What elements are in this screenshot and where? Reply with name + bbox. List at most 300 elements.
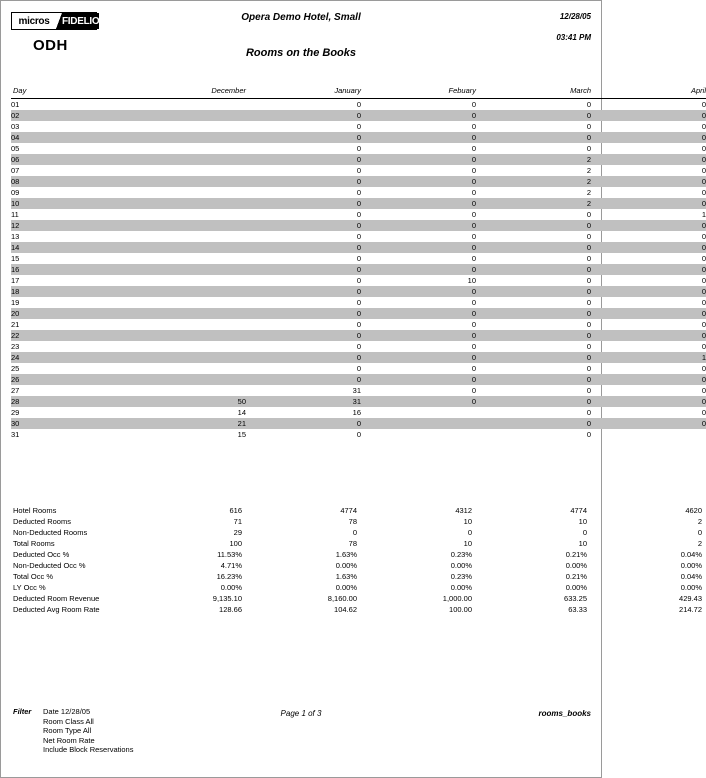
column-header-december: December — [211, 86, 246, 95]
cell-value: 2 — [586, 166, 591, 175]
column-header-january: January — [334, 86, 361, 95]
cell-value: 0 — [476, 110, 591, 121]
cell-value: 0 — [246, 154, 361, 165]
cell-value: 0 — [586, 254, 591, 263]
table-row — [11, 385, 706, 396]
table-row — [11, 407, 706, 418]
totals-label: Deducted Occ % — [13, 550, 70, 559]
cell-value: 0 — [591, 242, 706, 253]
cell-day: 29 — [11, 408, 20, 417]
cell-value — [361, 429, 476, 440]
cell-value: 0 — [246, 264, 361, 275]
cell-value: 0 — [591, 308, 706, 319]
cell-value: 0 — [701, 408, 706, 417]
cell-value: 50 — [131, 396, 246, 407]
cell-value: 0 — [476, 308, 591, 319]
column-header-day: Day — [13, 86, 27, 95]
cell-day: 11 — [11, 210, 19, 219]
cell-value: 0 — [471, 210, 476, 219]
cell-value — [131, 275, 246, 286]
cell-value: 0 — [361, 242, 476, 253]
cell-value — [131, 352, 246, 363]
totals-value: 0.00% — [335, 583, 357, 592]
totals-value: 0.00% — [335, 561, 357, 570]
cell-value: 0 — [591, 220, 706, 231]
cell-value — [131, 187, 246, 198]
cell-value: 15 — [237, 430, 246, 439]
cell-day: 02 — [11, 110, 131, 121]
cell-day: 07 — [11, 166, 20, 175]
cell-value — [131, 99, 246, 111]
totals-value: 1,000.00 — [442, 594, 472, 603]
totals-value: 0 — [697, 528, 702, 537]
cell-value: 0 — [591, 330, 706, 341]
cell-value — [131, 319, 246, 330]
totals-value: 8,160.00 — [327, 594, 357, 603]
cell-value: 0 — [356, 210, 361, 219]
totals-row — [11, 538, 706, 549]
totals-value: 0.00% — [220, 583, 242, 592]
cell-value — [131, 385, 246, 396]
cell-value — [131, 308, 246, 319]
cell-day: 04 — [11, 132, 131, 143]
cell-value: 0 — [361, 308, 476, 319]
report-body — [11, 7, 706, 767]
totals-value: 10 — [463, 539, 472, 548]
table-row — [11, 143, 706, 154]
table-row — [11, 165, 706, 176]
totals-value: 10 — [463, 517, 472, 526]
cell-value: 0 — [586, 320, 591, 329]
totals-value: 0.00% — [565, 561, 587, 570]
cell-value: 0 — [701, 100, 706, 109]
totals-row — [11, 593, 706, 604]
cell-value — [131, 231, 246, 242]
cell-value: 1 — [591, 352, 706, 363]
cell-value: 0 — [586, 386, 591, 395]
cell-value: 0 — [246, 308, 361, 319]
totals-value: 78 — [348, 539, 357, 548]
cell-value: 0 — [471, 320, 476, 329]
cell-value — [131, 110, 246, 121]
cell-value: 0 — [471, 254, 476, 263]
cell-day: 13 — [11, 232, 20, 241]
cell-value: 0 — [356, 166, 361, 175]
totals-label: Deducted Avg Room Rate — [13, 605, 100, 614]
totals-value: 11.53% — [217, 550, 242, 559]
totals-value: 16.23% — [216, 572, 242, 581]
totals-row — [11, 560, 706, 571]
cell-value: 0 — [356, 320, 361, 329]
cell-value: 0 — [356, 364, 361, 373]
totals-section — [11, 505, 702, 615]
cell-value: 0 — [246, 198, 361, 209]
table-row — [11, 341, 706, 352]
cell-value — [131, 154, 246, 165]
table-row — [11, 187, 706, 198]
table-row — [11, 374, 706, 385]
totals-row — [11, 604, 706, 615]
totals-value: 4620 — [685, 506, 702, 515]
cell-value: 0 — [356, 122, 361, 131]
cell-day: 21 — [11, 320, 20, 329]
totals-value: 633.25 — [564, 594, 587, 603]
table-row — [11, 209, 706, 220]
cell-value: 0 — [471, 144, 476, 153]
cell-value: 0 — [361, 286, 476, 297]
cell-day: 01 — [11, 100, 20, 109]
cell-value: 0 — [476, 330, 591, 341]
cell-value: 0 — [701, 298, 706, 307]
cell-value: 10 — [467, 276, 476, 285]
cell-value: 14 — [237, 408, 246, 417]
cell-value — [131, 121, 246, 132]
totals-value: 63.33 — [568, 605, 587, 614]
cell-value — [131, 143, 246, 154]
cell-value: 0 — [701, 144, 706, 153]
cell-value: 0 — [471, 100, 476, 109]
table-row — [11, 308, 706, 319]
cell-value: 0 — [586, 276, 591, 285]
cell-value: 0 — [701, 232, 706, 241]
cell-value: 0 — [246, 374, 361, 385]
rooms-on-books-table — [11, 85, 706, 440]
table-row — [11, 110, 706, 121]
cell-value: 0 — [701, 254, 706, 263]
cell-day: 31 — [11, 430, 20, 439]
totals-value: 0 — [352, 528, 357, 537]
totals-label: Deducted Room Revenue — [13, 594, 100, 603]
cell-value: 0 — [476, 286, 591, 297]
cell-day: 17 — [11, 276, 20, 285]
cell-value: 0 — [591, 264, 706, 275]
cell-value: 0 — [356, 276, 361, 285]
cell-day: 22 — [11, 330, 131, 341]
cell-value: 0 — [361, 374, 476, 385]
cell-value: 0 — [476, 242, 591, 253]
cell-value — [131, 176, 246, 187]
cell-value: 0 — [701, 342, 706, 351]
totals-value: 9,135.10 — [212, 594, 242, 603]
table-row — [11, 231, 706, 242]
cell-value: 0 — [586, 298, 591, 307]
cell-value: 1 — [701, 210, 706, 219]
cell-value: 0 — [471, 188, 476, 197]
cell-value: 0 — [246, 418, 361, 429]
report-title: Rooms on the Books — [245, 47, 356, 59]
table-body — [11, 99, 706, 441]
cell-value — [131, 363, 246, 374]
property-code: ODH — [33, 37, 68, 54]
cell-value: 0 — [471, 232, 476, 241]
totals-value: 0 — [467, 528, 472, 537]
cell-day: 03 — [11, 122, 20, 131]
cell-value: 0 — [356, 188, 361, 197]
cell-value — [131, 253, 246, 264]
totals-label: Total Occ % — [13, 572, 54, 581]
cell-value: 0 — [356, 342, 361, 351]
cell-value: 0 — [701, 364, 706, 373]
cell-day: 06 — [11, 154, 131, 165]
totals-value: 0.00% — [450, 583, 472, 592]
totals-value: 1.63% — [335, 572, 357, 581]
cell-value: 0 — [246, 176, 361, 187]
cell-day: 14 — [11, 242, 131, 253]
cell-day: 15 — [11, 254, 20, 263]
cell-value: 2 — [476, 154, 591, 165]
cell-value: 0 — [591, 286, 706, 297]
totals-value: 4774 — [340, 506, 357, 515]
totals-value: 4312 — [455, 506, 472, 515]
cell-value: 0 — [246, 352, 361, 363]
totals-value: 0 — [582, 528, 587, 537]
column-header-febuary: Febuary — [448, 86, 476, 95]
cell-day: 23 — [11, 342, 20, 351]
totals-row — [11, 516, 706, 527]
cell-value: 0 — [471, 364, 476, 373]
cell-value: 0 — [591, 198, 706, 209]
totals-value: 0.21% — [565, 572, 587, 581]
cell-value: 0 — [701, 166, 706, 175]
cell-value: 0 — [361, 110, 476, 121]
totals-value: 0.23% — [450, 550, 472, 559]
cell-value: 0 — [356, 100, 361, 109]
cell-value: 0 — [476, 418, 591, 429]
totals-value: 0.00% — [450, 561, 472, 570]
cell-value: 0 — [471, 166, 476, 175]
cell-value: 0 — [591, 396, 706, 407]
totals-label: Total Rooms — [13, 539, 55, 548]
totals-label: Hotel Rooms — [13, 506, 57, 515]
filter-criteria-item: Date 12/28/05 — [43, 707, 91, 716]
cell-value: 0 — [701, 122, 706, 131]
table-row — [11, 242, 706, 253]
cell-day: 16 — [11, 264, 131, 275]
cell-value: 0 — [591, 374, 706, 385]
totals-value: 616 — [229, 506, 242, 515]
cell-value — [131, 374, 246, 385]
table-row — [11, 132, 706, 143]
cell-value: 0 — [701, 188, 706, 197]
totals-row — [11, 571, 706, 582]
totals-value: 2 — [697, 539, 702, 548]
totals-value: 0.21% — [565, 550, 587, 559]
totals-value: 4.71% — [220, 561, 242, 570]
cell-value: 0 — [476, 352, 591, 363]
totals-value: 4774 — [570, 506, 587, 515]
totals-value: 0.04% — [680, 550, 702, 559]
cell-value: 0 — [246, 242, 361, 253]
cell-value: 0 — [586, 122, 591, 131]
cell-value: 0 — [246, 286, 361, 297]
table-row — [11, 275, 706, 286]
cell-day: 18 — [11, 286, 131, 297]
cell-value: 0 — [586, 100, 591, 109]
cell-value — [131, 220, 246, 231]
totals-value: 429.43 — [679, 594, 702, 603]
cell-value — [131, 264, 246, 275]
totals-value: 0.00% — [680, 583, 702, 592]
table-row — [11, 319, 706, 330]
cell-value — [131, 297, 246, 308]
cell-value: 0 — [361, 154, 476, 165]
cell-value: 2 — [586, 188, 591, 197]
table-row — [11, 330, 706, 341]
cell-value: 0 — [356, 430, 361, 439]
cell-value: 0 — [361, 176, 476, 187]
table-row — [11, 253, 706, 264]
totals-value: 10 — [578, 539, 587, 548]
cell-value: 21 — [131, 418, 246, 429]
cell-value — [131, 165, 246, 176]
table-row — [11, 352, 706, 363]
cell-value: 0 — [361, 352, 476, 363]
cell-value: 0 — [361, 264, 476, 275]
cell-value: 0 — [586, 144, 591, 153]
cell-value: 0 — [356, 232, 361, 241]
table-header-row — [11, 85, 706, 96]
hotel-name: Opera Demo Hotel, Small — [241, 12, 361, 23]
cell-day: 24 — [11, 352, 131, 363]
filter-criteria-item: Include Block Reservations — [43, 745, 134, 754]
cell-value — [131, 341, 246, 352]
cell-day: 30 — [11, 418, 131, 429]
cell-value: 0 — [361, 330, 476, 341]
totals-value: 0.04% — [680, 572, 702, 581]
totals-value: 1.63% — [335, 550, 357, 559]
cell-value: 0 — [356, 298, 361, 307]
cell-value: 0 — [471, 342, 476, 351]
cell-value: 0 — [246, 110, 361, 121]
cell-value: 0 — [361, 396, 476, 407]
table-row — [11, 286, 706, 297]
totals-row — [11, 505, 706, 516]
cell-value: 0 — [246, 132, 361, 143]
cell-value: 31 — [246, 396, 361, 407]
cell-value: 0 — [356, 144, 361, 153]
filter-criteria-item: Room Type All — [43, 726, 92, 735]
totals-value: 100 — [229, 539, 242, 548]
cell-day: 12 — [11, 220, 131, 231]
cell-value: 0 — [591, 110, 706, 121]
totals-value: 128.66 — [219, 605, 242, 614]
cell-day: 10 — [11, 198, 131, 209]
table-row — [11, 396, 706, 407]
table-row — [11, 176, 706, 187]
cell-value: 0 — [586, 408, 591, 417]
cell-value: 0 — [591, 154, 706, 165]
totals-label: Non-Deducted Occ % — [13, 561, 86, 570]
cell-value: 0 — [471, 386, 476, 395]
cell-value — [131, 198, 246, 209]
cell-value: 0 — [476, 220, 591, 231]
cell-value: 0 — [586, 232, 591, 241]
logo-micros-text: micros — [18, 15, 50, 27]
totals-row — [11, 527, 706, 538]
cell-value: 0 — [591, 418, 706, 429]
cell-value: 16 — [352, 408, 361, 417]
cell-value — [131, 330, 246, 341]
totals-value: 100.00 — [449, 605, 472, 614]
totals-value: 78 — [348, 517, 357, 526]
report-date: 12/28/05 — [559, 12, 591, 21]
cell-value: 0 — [361, 198, 476, 209]
cell-day: 20 — [11, 308, 131, 319]
cell-day: 19 — [11, 298, 20, 307]
table-row — [11, 154, 706, 165]
cell-value: 0 — [476, 264, 591, 275]
column-header-march: March — [570, 86, 591, 95]
totals-value: 0.00% — [680, 561, 702, 570]
report-id: rooms_books — [538, 709, 591, 718]
totals-row — [11, 549, 706, 560]
cell-value: 0 — [476, 374, 591, 385]
cell-value: 31 — [352, 386, 361, 395]
cell-value — [131, 286, 246, 297]
totals-value: 0.23% — [450, 572, 472, 581]
cell-value: 0 — [246, 330, 361, 341]
cell-value: 0 — [586, 430, 591, 439]
filter-criteria-item: Room Class All — [43, 716, 94, 726]
report-time: 03:41 PM — [556, 33, 591, 42]
cell-value — [361, 407, 476, 418]
cell-value — [131, 209, 246, 220]
totals-row — [11, 582, 706, 593]
cell-value: 0 — [361, 132, 476, 143]
filter-criteria-item: Net Room Rate — [43, 735, 95, 745]
cell-value: 0 — [356, 254, 361, 263]
cell-value: 0 — [701, 276, 706, 285]
totals-value: 10 — [578, 517, 587, 526]
table-row — [11, 297, 706, 308]
totals-label: Deducted Rooms — [13, 517, 71, 526]
table-row — [11, 418, 706, 429]
cell-value: 0 — [476, 396, 591, 407]
table-row — [11, 99, 706, 111]
totals-label: LY Occ % — [13, 583, 46, 592]
cell-value: 0 — [246, 220, 361, 231]
cell-value: 0 — [476, 132, 591, 143]
totals-label: Non-Deducted Rooms — [13, 528, 88, 537]
cell-value — [131, 132, 246, 143]
page-number: Page 1 of 3 — [280, 709, 322, 718]
cell-day: 08 — [11, 176, 131, 187]
column-header-april: April — [690, 86, 706, 95]
table-row — [11, 121, 706, 132]
cell-value: 0 — [586, 342, 591, 351]
filter-label: Filter — [13, 707, 32, 716]
cell-day: 26 — [11, 374, 131, 385]
cell-day: 28 — [11, 396, 131, 407]
totals-value: 2 — [697, 517, 702, 526]
totals-value: 214.72 — [679, 605, 702, 614]
cell-value: 0 — [586, 210, 591, 219]
totals-value: 29 — [233, 528, 242, 537]
cell-value: 0 — [361, 220, 476, 231]
table-row — [11, 363, 706, 374]
table-row — [11, 198, 706, 209]
cell-value: 0 — [471, 122, 476, 131]
table-row — [11, 264, 706, 275]
table-row — [11, 220, 706, 231]
cell-value: 0 — [471, 298, 476, 307]
cell-value — [131, 242, 246, 253]
cell-day: 05 — [11, 144, 20, 153]
cell-value: 2 — [476, 198, 591, 209]
totals-value: 71 — [233, 517, 242, 526]
cell-day: 25 — [11, 364, 20, 373]
totals-value: 0.00% — [565, 583, 587, 592]
